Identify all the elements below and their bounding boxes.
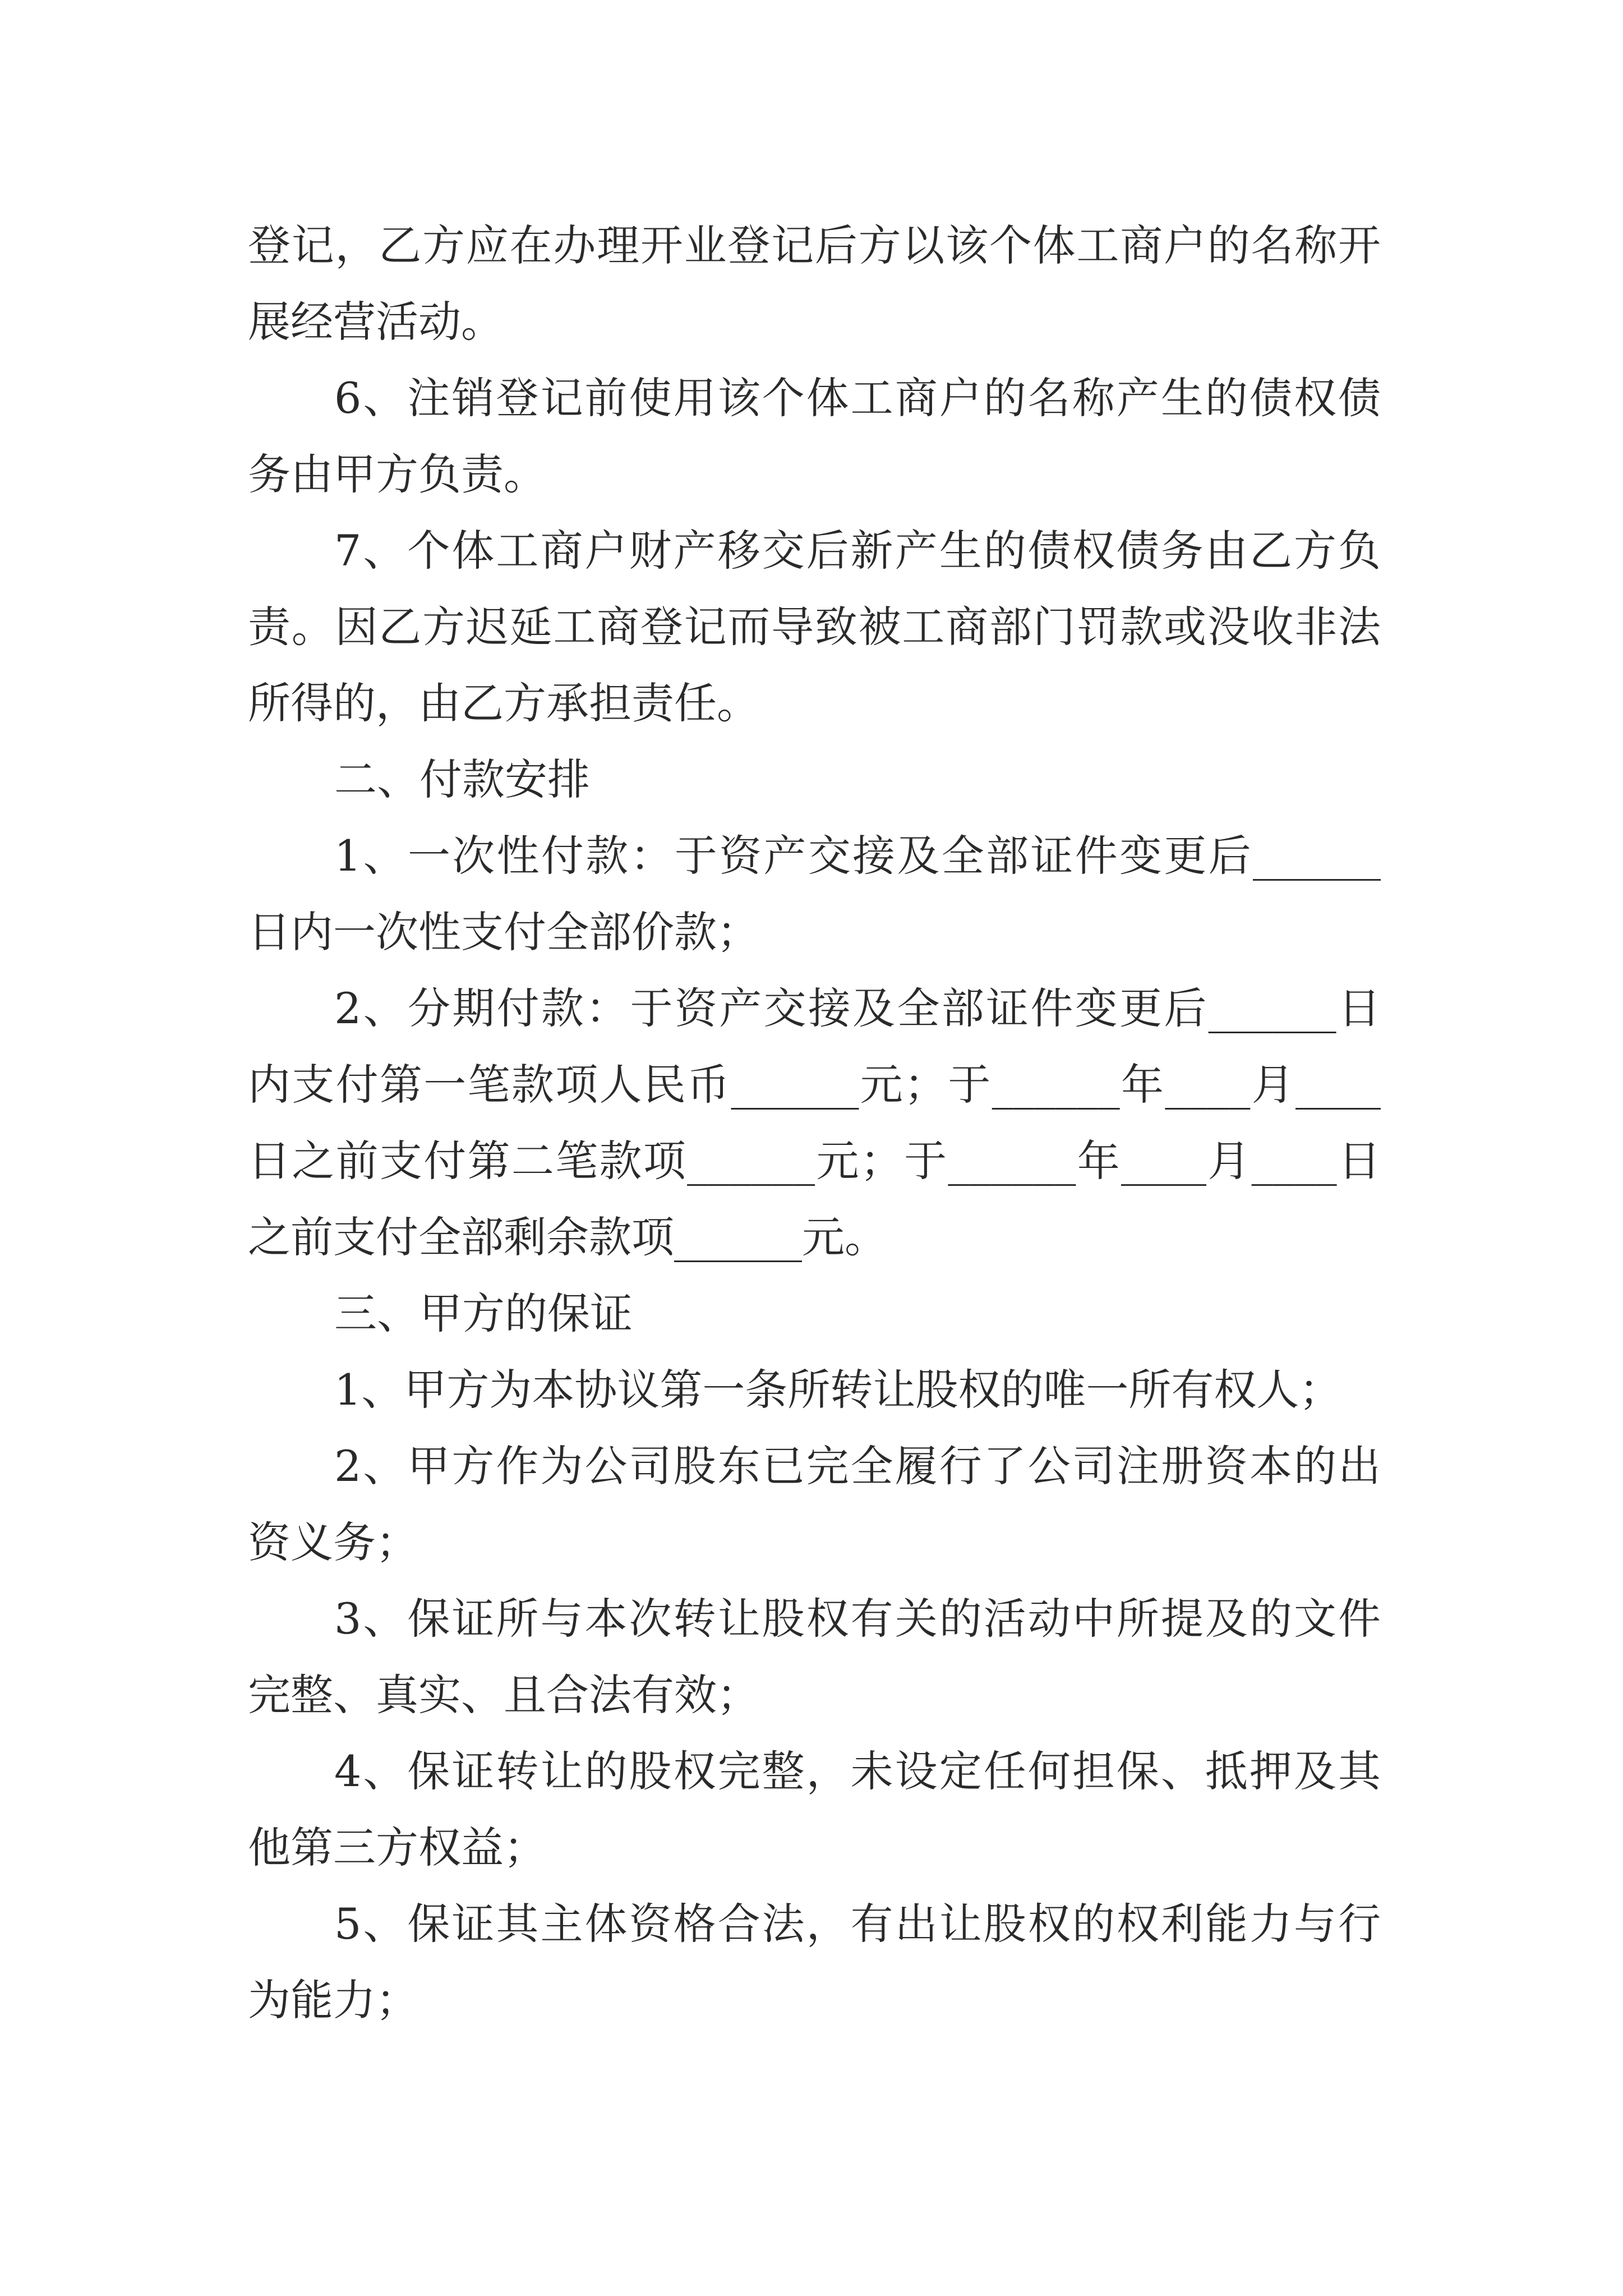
text-line: 内支付第一笔款项人民币______元；于______年____月____: [248, 1060, 1381, 1110]
text-line: 展经营活动。: [248, 297, 504, 347]
text-line: 4、保证转让的股权完整，未设定任何担保、抵押及其: [334, 1746, 1381, 1796]
text-line: 7、个体工商户财产移交后新产生的债权债务由乙方负: [334, 526, 1381, 576]
section-heading: 三、甲方的保证: [334, 1289, 633, 1338]
text-line: 所得的，由乙方承担责任。: [248, 678, 759, 728]
text-line: 2、甲方作为公司股东已完全履行了公司注册资本的出: [334, 1441, 1381, 1491]
text-line: 完整、真实、且合法有效；: [248, 1670, 759, 1720]
text-line: 他第三方权益；: [248, 1823, 546, 1872]
text-line: 6、注销登记前使用该个体工商户的名称产生的债权债: [334, 373, 1381, 423]
text-line: 资义务；: [248, 1517, 418, 1567]
text-line: 1、一次性付款：于资产交接及全部证件变更后______: [334, 831, 1381, 881]
text-line: 3、保证所与本次转让股权有关的活动中所提及的文件: [334, 1594, 1381, 1644]
text-line: 2、分期付款：于资产交接及全部证件变更后______日: [334, 983, 1381, 1033]
section-heading: 二、付款安排: [334, 754, 590, 804]
text-line: 5、保证其主体资格合法，有出让股权的权利能力与行: [334, 1899, 1381, 1949]
text-line: 务由甲方负责。: [248, 449, 546, 499]
text-line: 登记，乙方应在办理开业登记后方以该个体工商户的名称开: [248, 220, 1381, 270]
text-line: 责。因乙方迟延工商登记而导致被工商部门罚款或没收非法: [248, 602, 1381, 652]
text-line: 日之前支付第二笔款项______元；于______年____月____日: [248, 1136, 1381, 1186]
text-line: 为能力；: [248, 1975, 418, 2025]
text-line: 日内一次性支付全部价款；: [248, 907, 759, 957]
text-line: 1、甲方为本协议第一条所转让股权的唯一所有权人；: [334, 1365, 1342, 1415]
text-line: 之前支付全部剩余款项______元。: [248, 1212, 887, 1262]
